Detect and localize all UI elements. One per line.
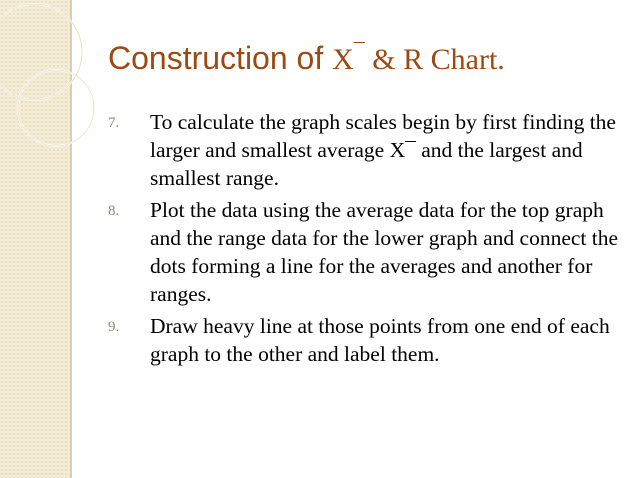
item-number: 8. (108, 203, 120, 219)
title-part-bar: ¯ (353, 39, 365, 64)
item-text: Plot the data using the average data for the top graph and the range data for the lower graph and connect the dots forming a line for the averages and another for ranges. (150, 198, 619, 306)
step-list (108, 108, 628, 372)
item-number: 9. (108, 319, 120, 335)
title-part-r-chart: & R Chart. (364, 43, 505, 76)
list-item (108, 108, 628, 192)
title-part-x: X (332, 43, 354, 76)
decorative-circles (0, 0, 120, 200)
list-item (108, 196, 628, 308)
item-text: To calculate the graph scales begin by first finding the larger and smallest average X¯ and the largest and smallest range. (150, 110, 616, 190)
item-text: Draw heavy line at those points from one end of each graph to the other and label them. (150, 314, 610, 366)
item-number: 7. (108, 115, 120, 131)
title-part-construction: Construction of (108, 40, 333, 76)
list-item (108, 312, 628, 368)
slide-title (108, 40, 505, 77)
